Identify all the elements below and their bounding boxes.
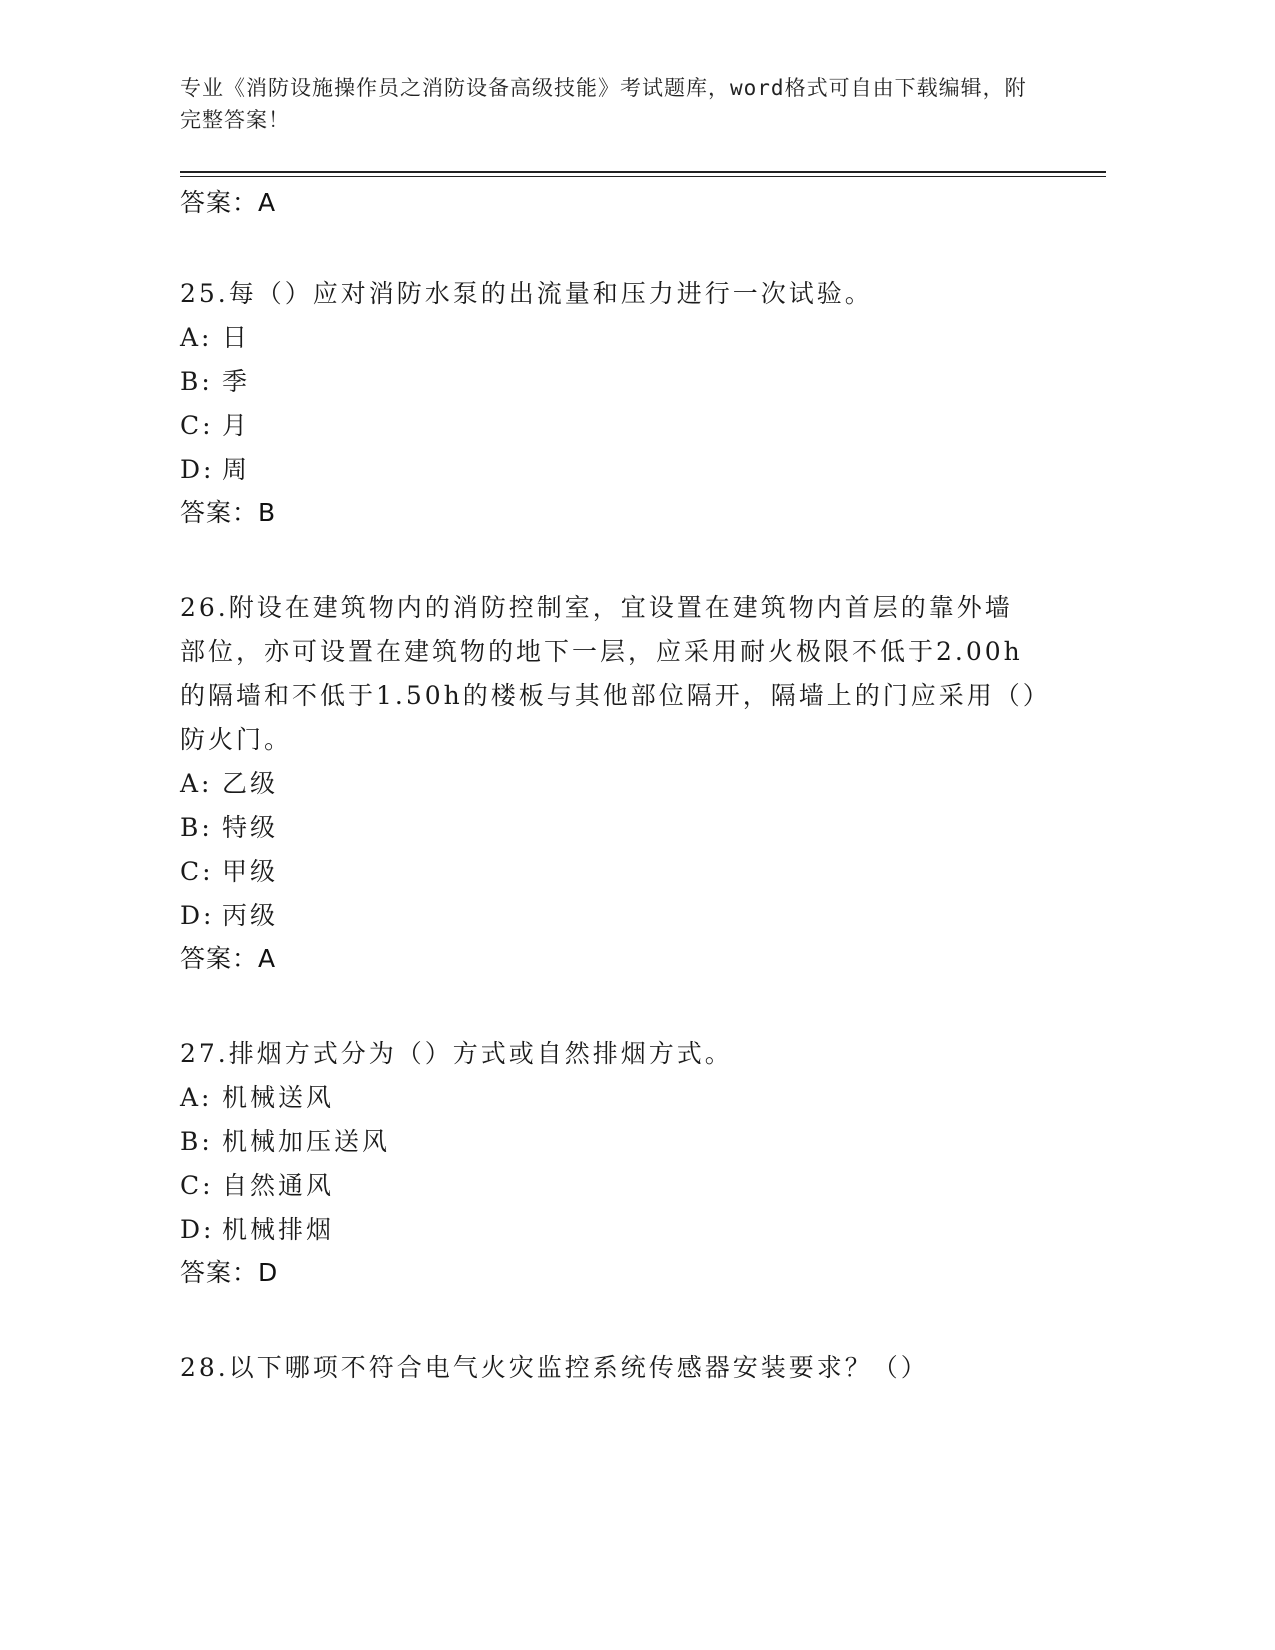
- option-text: 乙级: [222, 769, 279, 798]
- option-text: 机械送风: [222, 1083, 335, 1112]
- option-d: [180, 1208, 1040, 1252]
- spacer: [180, 1294, 1040, 1346]
- question-stem: 26.附设在建筑物内的消防控制室，宜设置在建筑物内首层的靠外墙部位，亦可设置在建筑物的地下一层，应采用耐火极限不低于2.00h的隔墙和不低于1.50h的楼板与其他部位隔开，隔墙上的门应采用（）防火门。: [180, 593, 1039, 754]
- option-c: [180, 1164, 1040, 1208]
- option-text: 月: [222, 411, 251, 440]
- spacer: [180, 980, 1040, 1032]
- question-stem: 27.排烟方式分为（）方式或自然排烟方式。: [180, 1039, 733, 1068]
- answer-line: 答案：B: [180, 498, 277, 527]
- option-text: 季: [222, 367, 251, 396]
- option-label: C:: [180, 1171, 214, 1200]
- question-block-25: [180, 272, 1040, 534]
- document-content: [180, 186, 1040, 1390]
- option-b: [180, 806, 1040, 850]
- option-label: D:: [180, 455, 215, 484]
- question-block-28: [180, 1346, 1040, 1390]
- option-label: C:: [180, 411, 214, 440]
- option-label: B:: [180, 813, 213, 842]
- option-text: 自然通风: [222, 1171, 335, 1200]
- option-label: B:: [180, 1127, 213, 1156]
- spacer: [180, 220, 1040, 272]
- option-label: D:: [180, 1215, 215, 1244]
- option-text: 丙级: [222, 901, 279, 930]
- header-divider-thin: [180, 176, 1106, 177]
- option-label: B:: [180, 367, 213, 396]
- option-a: [180, 762, 1040, 806]
- spacer: [180, 534, 1040, 586]
- option-text: 特级: [222, 813, 279, 842]
- option-a: [180, 1076, 1040, 1120]
- option-text: 甲级: [222, 857, 279, 886]
- option-label: C:: [180, 857, 214, 886]
- option-text: 机械排烟: [222, 1215, 335, 1244]
- answer-line: 答案：D: [180, 1258, 279, 1287]
- option-c: [180, 850, 1040, 894]
- question-block-26: [180, 586, 1040, 980]
- option-a: [180, 316, 1040, 360]
- option-d: [180, 894, 1040, 938]
- answer-line: 答案：A: [180, 944, 277, 973]
- header-divider-thick: [180, 171, 1106, 173]
- answer-line: 答案：A: [180, 188, 277, 217]
- option-c: [180, 404, 1040, 448]
- option-text: 周: [222, 455, 251, 484]
- option-b: [180, 1120, 1040, 1164]
- option-d: [180, 448, 1040, 492]
- option-text: 日: [222, 323, 251, 352]
- page-header: 专业《消防设施操作员之消防设备高级技能》考试题库，word格式可自由下载编辑，附完整答案！: [180, 76, 1027, 132]
- option-b: [180, 360, 1040, 404]
- question-stem: 25.每（）应对消防水泵的出流量和压力进行一次试验。: [180, 279, 873, 308]
- option-label: A:: [180, 1083, 213, 1112]
- option-label: A:: [180, 323, 213, 352]
- question-stem: 28.以下哪项不符合电气火灾监控系统传感器安装要求？（）: [180, 1353, 929, 1382]
- option-label: D:: [180, 901, 215, 930]
- option-text: 机械加压送风: [222, 1127, 391, 1156]
- option-label: A:: [180, 769, 213, 798]
- question-block-27: [180, 1032, 1040, 1294]
